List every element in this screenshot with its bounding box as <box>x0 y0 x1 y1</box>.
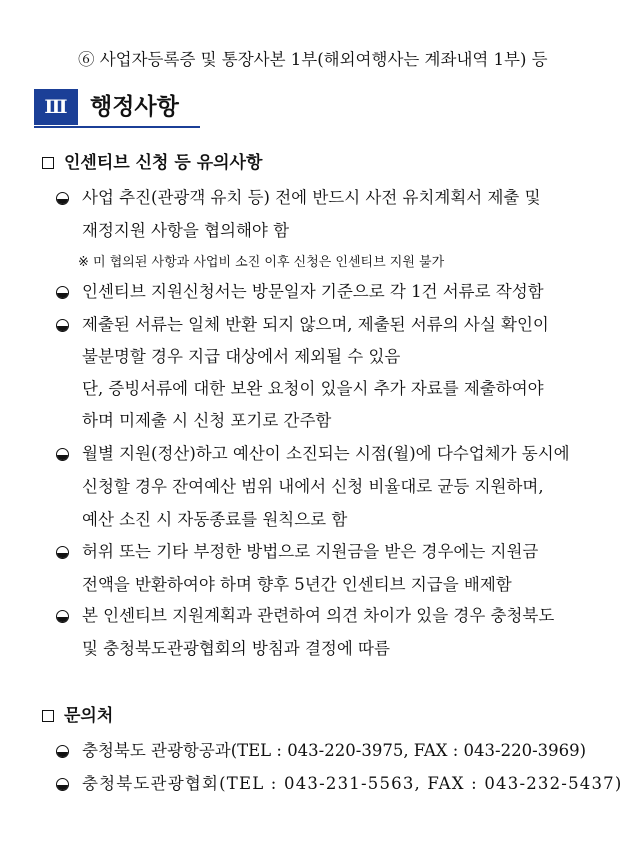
notice-item-6-line-2: 및 충청북도관광협회의 방침과 결정에 따름 <box>82 639 390 658</box>
bullet-icon <box>56 192 69 205</box>
contact-item-1: 충청북도 관광항공과(TEL : 043-220-3975, FAX : 043-220-3969) <box>82 741 587 760</box>
bullet-icon <box>56 778 69 791</box>
section-title: 행정사항 <box>90 94 179 120</box>
notice-note: ※ 미 협의된 사항과 사업비 소진 이후 신청은 인센티브 지원 불가 <box>78 255 445 270</box>
notice-item-1-line-1: 사업 추진(관광객 유치 등) 전에 반드시 사전 유치계획서 제출 및 <box>82 188 541 207</box>
bullet-icon <box>56 610 69 623</box>
notice-item-3-line-4: 하며 미제출 시 신청 포기로 간주함 <box>82 411 332 430</box>
checkbox-icon <box>42 157 54 169</box>
bullet-icon <box>56 745 69 758</box>
notice-item-2-line-1: 인센티브 지원신청서는 방문일자 기준으로 각 1건 서류로 작성함 <box>82 282 544 301</box>
notice-item-4-line-3: 예산 소진 시 자동종료를 원칙으로 함 <box>82 510 348 529</box>
notice-item-5-line-1: 허위 또는 기타 부정한 방법으로 지원금을 받은 경우에는 지원금 <box>82 542 539 561</box>
notice-item-4-line-2: 신청할 경우 잔여예산 범위 내에서 신청 비율대로 균등 지원하며, <box>82 477 544 496</box>
top-line: ⑥ 사업자등록증 및 통장사본 1부(해외여행사는 계좌내역 1부) 등 <box>78 50 548 69</box>
notice-item-3-line-2: 불분명할 경우 지급 대상에서 제외될 수 있음 <box>82 347 401 366</box>
checkbox-icon <box>42 710 54 722</box>
notice-item-5-line-2: 전액을 반환하여야 하며 향후 5년간 인센티브 지급을 배제함 <box>82 575 512 594</box>
bullet-icon <box>56 448 69 461</box>
notice-item-4-line-1: 월별 지원(정산)하고 예산이 소진되는 시점(월)에 다수업체가 동시에 <box>82 444 570 463</box>
notice-heading: 인센티브 신청 등 유의사항 <box>64 153 263 173</box>
notice-item-3-line-3: 단, 증빙서류에 대한 보완 요청이 있을시 추가 자료를 제출하여야 <box>82 379 544 398</box>
notice-item-3-line-1: 제출된 서류는 일체 반환 되지 않으며, 제출된 서류의 사실 확인이 <box>82 315 549 334</box>
bullet-icon <box>56 286 69 299</box>
contact-item-2: 충청북도관광협회(TEL : 043-231-5563, FAX : 043-232-5437) <box>82 774 623 793</box>
bullet-icon <box>56 546 69 559</box>
section-number-badge: Ⅲ <box>34 89 78 125</box>
notice-item-1-line-2: 재정지원 사항을 협의해야 함 <box>82 221 290 240</box>
notice-item-6-line-1: 본 인센티브 지원계획과 관련하여 의견 차이가 있을 경우 충청북도 <box>82 606 555 625</box>
bullet-icon <box>56 319 69 332</box>
contact-heading: 문의처 <box>64 706 114 726</box>
section-title-underline <box>34 126 200 128</box>
